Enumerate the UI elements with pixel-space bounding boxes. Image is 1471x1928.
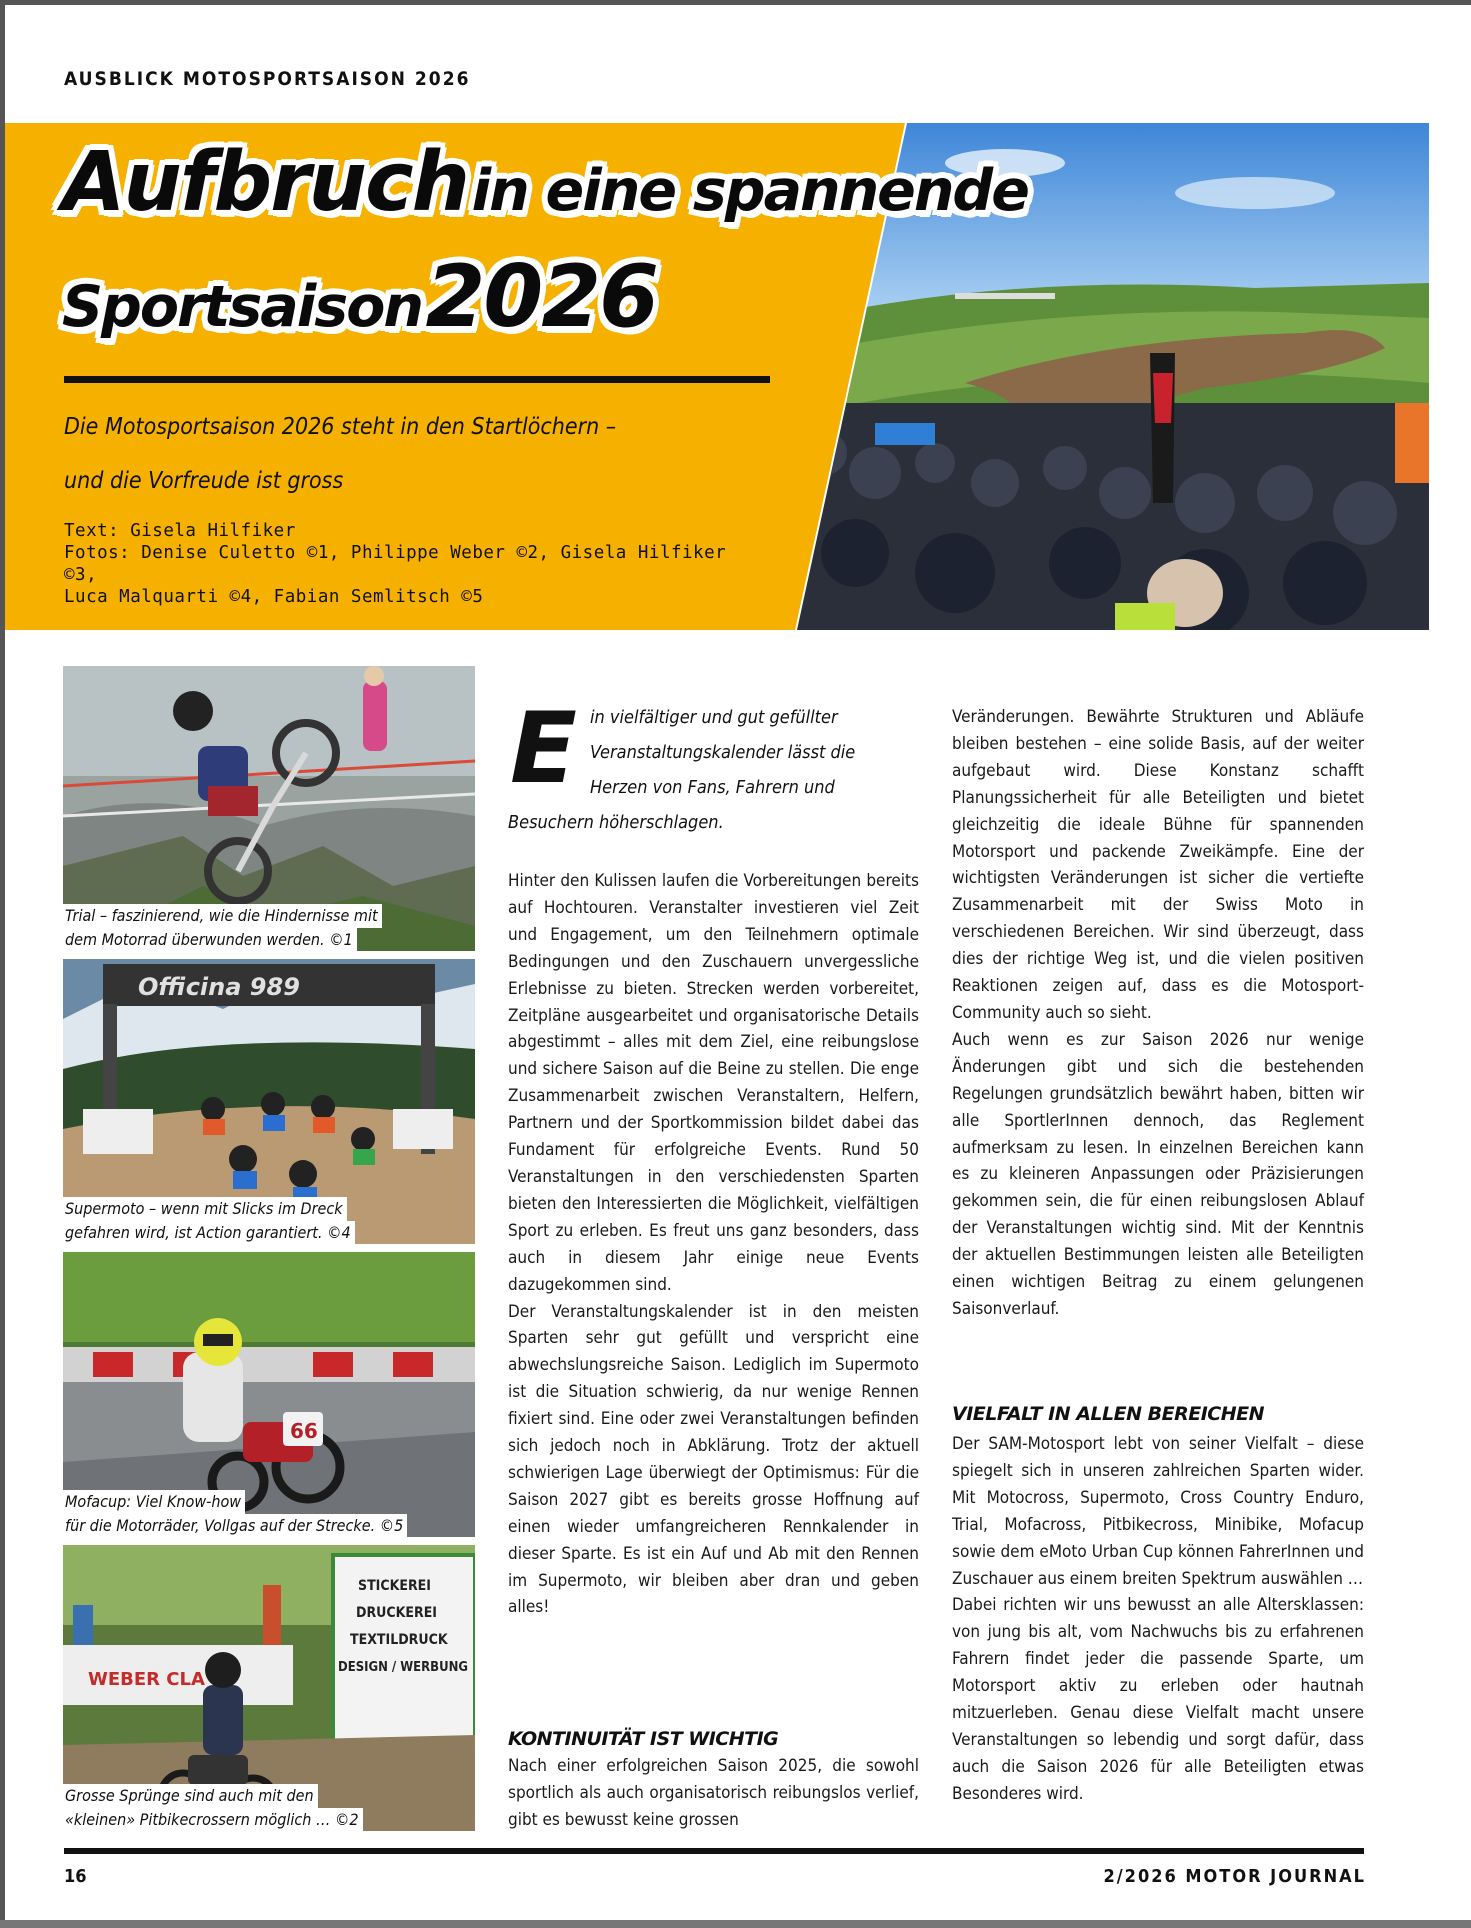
lead-line4: Besuchern höherschlagen. <box>508 812 724 833</box>
photo-supermoto-caption-line2: gefahren wird, ist Action garantiert. ©4 <box>63 1221 355 1244</box>
photo-pitbike-caption-line2: «kleinen» Pitbikecrossern möglich … ©2 <box>63 1808 363 1831</box>
headline-year: 2026 <box>425 247 657 347</box>
subhead-vielfalt: VIELFALT IN ALLEN BEREICHEN <box>952 1403 1264 1425</box>
banner-officina-text: Officina 989 <box>138 973 300 1001</box>
body-col2-paragraph-3: Nach einer erfolgreichen Saison 2025, die sowohl sportlich als auch organisatorisch reibungslos verlief, gibt es bewusst keine grossen <box>508 1756 919 1830</box>
section-kicker: AUSBLICK MOTOSPORTSAISON 2026 <box>64 68 471 90</box>
photo-trial-caption-line2: dem Motorrad überwunden werden. ©1 <box>63 928 357 951</box>
lead-line1: in vielfältiger und gut gefüllter <box>590 707 838 728</box>
headline-word-sportsaison: Sportsaison <box>62 274 422 340</box>
sign-text-2: DRUCKEREI <box>356 1605 437 1621</box>
subhead-kontinuitaet: KONTINUITÄT IST WICHTIG <box>508 1728 779 1750</box>
photo-mofacup <box>63 1252 475 1537</box>
page-number: 16 <box>64 1866 87 1887</box>
photo-pitbike-caption-line1: Grosse Sprünge sind auch mit den <box>63 1784 318 1808</box>
photo-mofacup-caption-line2: für die Motorräder, Vollgas auf der Strecke. ©5 <box>63 1514 407 1537</box>
photo-pitbike <box>63 1545 475 1831</box>
page-frame-top <box>0 0 1471 5</box>
credits-photos-line1: Fotos: Denise Culetto ©1, Philippe Weber ©2, Gisela Hilfiker ©3, <box>64 543 727 585</box>
headline-phrase-in-eine-spannende: in eine spannende <box>471 158 1028 224</box>
headline-word-aufbruch: Aufbruch <box>62 135 469 230</box>
sign-text-4: DESIGN / WERBUNG <box>338 1660 468 1675</box>
body-col3-paragraph-1: Veränderungen. Bewährte Strukturen und Abläufe bleiben bestehen – eine solide Basis, auf der weiter aufgebaut wird. Diese Konstanz schafft Planungssicherheit für alle Beteiligten und bietet gleichzeitig die ideale Bühne für spannenden Motorsport und packende Zweikämpfe. Eine der wichtigsten Veränderungen ist sicher die vertiefte Zusammenarbeit mit der Swiss Moto in verschiedenen Bereichen. Wir sind überzeugt, dass dies der richtige Weg ist, und die vielen positiven Reaktionen zeigen auf, dass es die Motosport-Community auch so sieht. <box>952 707 1364 1023</box>
sign-text-1: STICKEREI <box>358 1578 431 1594</box>
photo-supermoto-caption-line1: Supermoto – wenn mit Slicks im Dreck <box>63 1197 347 1221</box>
body-column-2-continued <box>508 1753 919 1834</box>
magazine-issue: 2/2026 MOTOR JOURNAL <box>1103 1866 1366 1887</box>
photo-trial <box>63 666 475 951</box>
photo-mofacup-caption <box>63 1490 407 1537</box>
dek <box>64 400 714 508</box>
bike-number-text: 66 <box>290 1419 318 1443</box>
photo-trial-caption-line1: Trial – faszinierend, wie die Hindernisse mit <box>63 904 382 928</box>
body-column-3-continued <box>952 1431 1364 1808</box>
body-col3-paragraph-4: Dabei richten wir uns bewusst an alle Altersklassen: von jung bis alt, vom Nachwuchs bis zu erfahrenen Fahrern findet jeder die passende Sparte, um Motorsport aktiv zu erleben oder hautnah mitzuerleben. Genau diese Vielfalt macht unsere Veranstaltungen so lebendig und sorgt dafür, dass auch die Saison 2026 für alle Beteiligten etwas Besonderes wird. <box>952 1595 1364 1804</box>
page-frame-bottom <box>0 1920 1471 1928</box>
photo-supermoto-caption <box>63 1197 355 1244</box>
headline-rule <box>64 376 770 383</box>
body-column-3 <box>952 704 1364 1323</box>
credits-photos-line2: Luca Malquarti ©4, Fabian Semlitsch ©5 <box>64 587 484 607</box>
body-column-2 <box>508 868 919 1621</box>
photo-mofacup-caption-line1: Mofacup: Viel Know-how <box>63 1490 245 1514</box>
drop-cap: E <box>510 692 577 806</box>
sign-text-3: TEXTILDRUCK <box>350 1632 448 1648</box>
dek-line1: Die Motosportsaison 2026 steht in den Startlöchern – <box>64 414 617 440</box>
body-col2-paragraph-1: Hinter den Kulissen laufen die Vorbereitungen bereits auf Hochtouren. Veranstalter investieren viel Zeit und Engagement, um den Teilnehmern optimale Bedingungen und den Zuschauern unvergessliche Erlebnisse zu bieten. Strecken werden vorbereitet, Zeitpläne ausgearbeitet und organisatorische Details abgestimmt – alles mit dem Ziel, eine reibungslose und sichere Saison auf die Beine zu stellen. Die enge Zusammenarbeit zwischen Veranstaltern, Helfern, Partnern und der Sportkommission bildet dabei das Fundament für erfolgreiche Events. Rund 50 Veranstaltungen in den verschiedensten Sparten bieten den Interessierten die Möglichkeit, vielfältigen Sport zu erleben. Es freut uns ganz besonders, dass auch in diesem Jahr einige neue Events dazugekommen sind. <box>508 871 919 1295</box>
photo-trial-caption <box>63 904 382 951</box>
lead-line2: Veranstaltungskalender lässt die <box>590 742 856 763</box>
footer-rule <box>64 1848 1364 1854</box>
body-col3-paragraph-3: Der SAM-Motosport lebt von seiner Vielfalt – diese spiegelt sich in unseren zahlreichen Sparten wider. Mit Motocross, Supermoto, Cross Country Enduro, Trial, Mofacross, Pitbikecross, Minibike, Mofacup sowie dem eMoto Urban Cup können FahrerInnen und Zuschauer aus einem breiten Spektrum auswählen … <box>952 1434 1364 1589</box>
credits <box>64 520 764 608</box>
photo-supermoto <box>63 959 475 1244</box>
photo-pitbike-caption <box>63 1784 363 1831</box>
body-col2-paragraph-2: Der Veranstaltungskalender ist in den meisten Sparten sehr gut gefüllt und verspricht eine abwechslungsreiche Saison. Lediglich im Supermoto ist die Situation schwierig, da nur wenige Rennen fixiert sind. Eine oder zwei Veranstaltungen befinden sich jedoch noch in Abklärung. Trotz der aktuell schwierigen Lage überwiegt der Optimismus: Für die Saison 2027 gibt es bereits grosse Hoffnung auf einen wieder umfangreicheren Rennkalender in dieser Sparte. Es ist ein Auf und Ab mit den Rennen im Supermoto, wir bleiben aber dran und geben alles! <box>508 1301 919 1618</box>
dek-line2: und die Vorfreude ist gross <box>64 468 344 494</box>
lead-line3: Herzen von Fans, Fahrern und <box>590 777 835 798</box>
body-col3-paragraph-2: Auch wenn es zur Saison 2026 nur wenige Änderungen gibt und sich die bestehenden Regelungen grundsätzlich bewährt haben, bitten wir alle SportlerInnen dennoch, das Reglement aufmerksam zu lesen. In einzelnen Bereichen kann es zu kleineren Anpassungen oder Präzisierungen gekommen sein, die für einen reibungslosen Ablauf der Veranstaltungen wichtig sind. Mit der Kenntnis der aktuellen Bestimmungen leisten alle Beteiligten einen wichtigen Beitrag zu einem gelungenen Saisonverlauf. <box>952 1029 1364 1319</box>
banner-weber-text: WEBER CLA <box>88 1669 205 1690</box>
credits-text-author: Text: Gisela Hilfiker <box>64 521 296 541</box>
